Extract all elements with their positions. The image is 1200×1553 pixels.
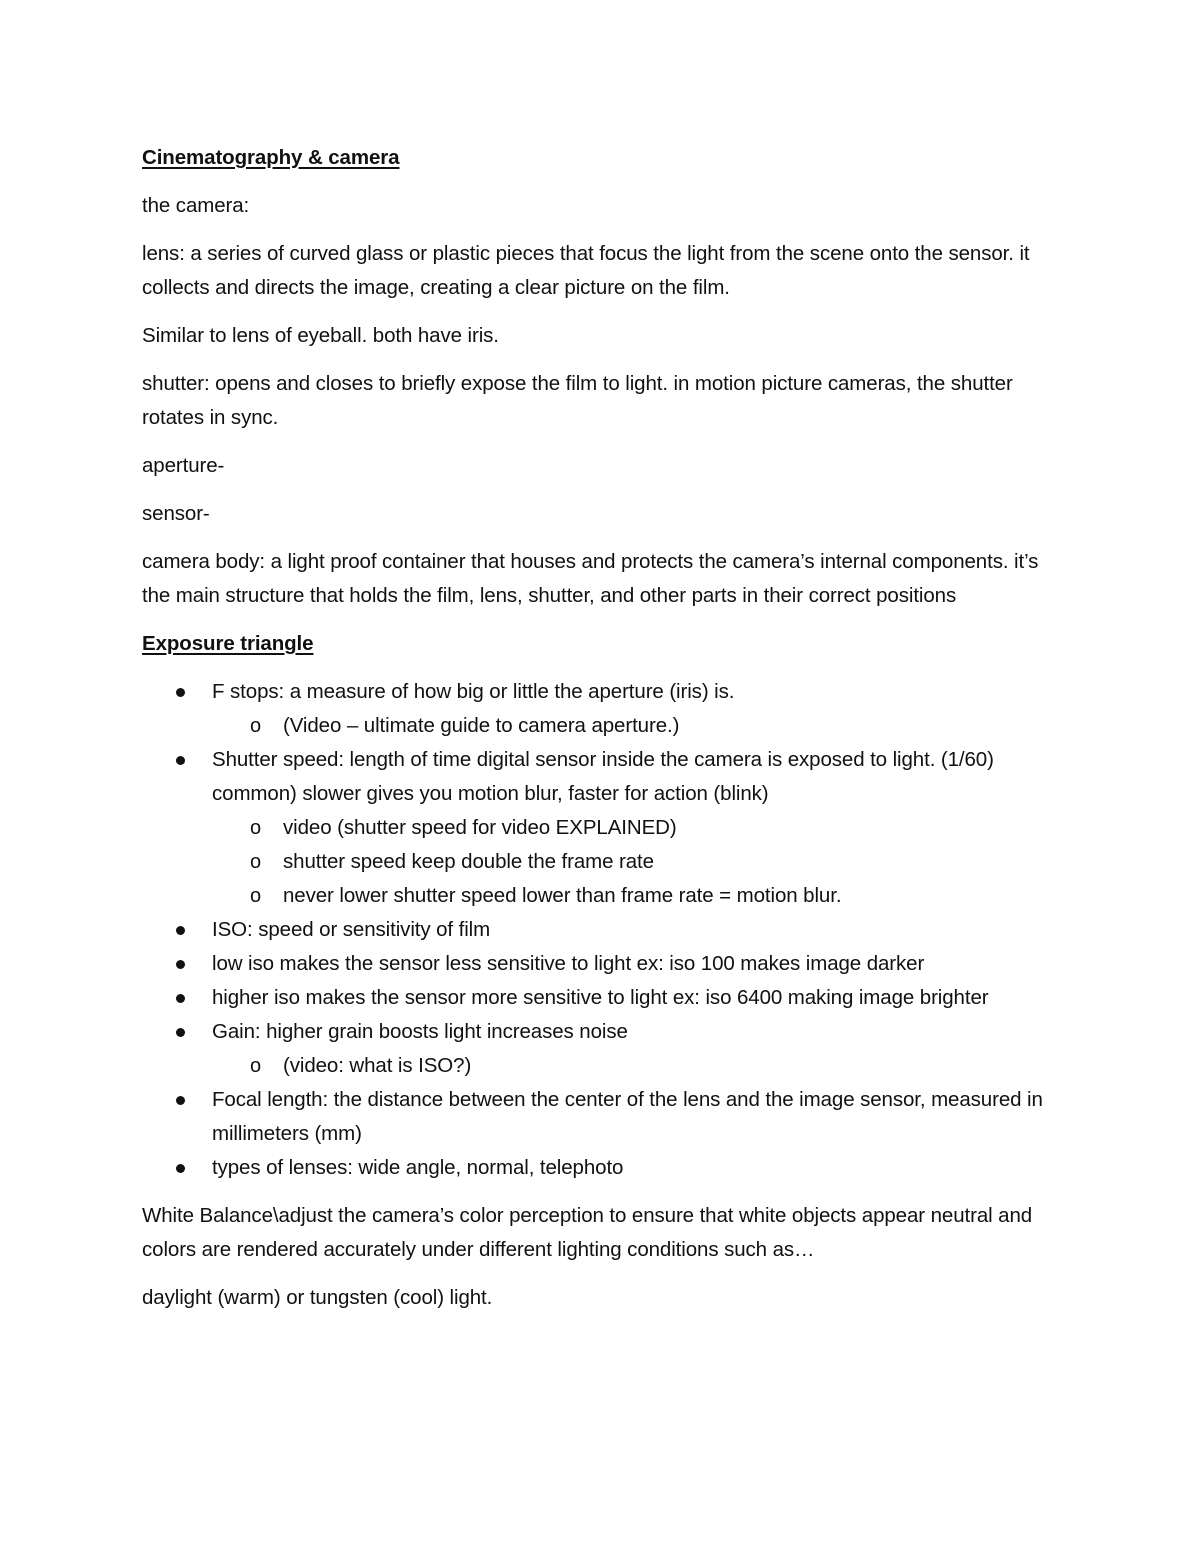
bullet-dot-icon bbox=[176, 1028, 185, 1037]
paragraph-lens: lens: a series of curved glass or plastic pieces that focus the light from the scene onto the sensor. it collects and directs the image, creating a clear picture on the film. bbox=[142, 242, 1030, 299]
bullet-dot-icon bbox=[176, 1096, 185, 1105]
paragraph-white-balance: White Balance\adjust the camera’s color perception to ensure that white objects appear neutral and colors are rendered accurately under different lighting conditions such as… bbox=[142, 1204, 1033, 1261]
bullet-text: ISO: speed or sensitivity of film bbox=[212, 918, 491, 941]
bullet-text: F stops: a measure of how big or little the aperture (iris) is. bbox=[212, 680, 735, 703]
bullet-text: low iso makes the sensor less sensitive to light ex: iso 100 makes image darker bbox=[212, 952, 925, 975]
sub-bullet-text: never lower shutter speed lower than frame rate = motion blur. bbox=[283, 884, 842, 907]
sub-bullet-item bbox=[212, 845, 1062, 879]
bullet-dot-icon bbox=[176, 688, 185, 697]
bullet-dot-icon bbox=[176, 756, 185, 765]
bullet-dot-icon bbox=[176, 926, 185, 935]
hollow-circle-icon: o bbox=[250, 885, 262, 907]
bullet-item bbox=[142, 981, 1062, 1015]
bullet-item bbox=[142, 913, 1062, 947]
bullet-text: Shutter speed: length of time digital sensor inside the camera is exposed to light. (1/60) common) slower gives you motion blur, faster for action (blink) bbox=[212, 748, 994, 805]
bullet-item bbox=[142, 947, 1062, 981]
bullet-text: Gain: higher grain boosts light increases noise bbox=[212, 1020, 628, 1043]
sub-bullet-list bbox=[212, 1049, 1062, 1083]
document-body bbox=[142, 141, 1062, 1329]
paragraph-eyeball: Similar to lens of eyeball. both have iris. bbox=[142, 324, 499, 347]
bullet-item bbox=[142, 1151, 1062, 1185]
bullet-dot-icon bbox=[176, 1164, 185, 1173]
section-title-exposure-triangle: Exposure triangle bbox=[142, 632, 314, 655]
sub-bullet-item bbox=[212, 879, 1062, 913]
sub-bullet-list bbox=[212, 811, 1062, 913]
paragraph-sensor: sensor- bbox=[142, 502, 210, 525]
bullet-text: types of lenses: wide angle, normal, telephoto bbox=[212, 1156, 624, 1179]
paragraph-camera-body: camera body: a light proof container that houses and protects the camera’s internal components. it’s the main structure that holds the film, lens, shutter, and other parts in their correct positions bbox=[142, 550, 1039, 607]
paragraph-the-camera: the camera: bbox=[142, 194, 250, 217]
exposure-bullet-list bbox=[142, 675, 1062, 1185]
paragraph-shutter: shutter: opens and closes to briefly expose the film to light. in motion picture cameras, the shutter rotates in sync. bbox=[142, 372, 1013, 429]
sub-bullet-text: (Video – ultimate guide to camera aperture.) bbox=[283, 714, 680, 737]
hollow-circle-icon: o bbox=[250, 817, 262, 839]
bullet-text: Focal length: the distance between the center of the lens and the image sensor, measured in millimeters (mm) bbox=[212, 1088, 1043, 1145]
bullet-dot-icon bbox=[176, 994, 185, 1003]
bullet-item bbox=[142, 743, 1062, 913]
bullet-item bbox=[142, 1015, 1062, 1083]
bullet-text: higher iso makes the sensor more sensitive to light ex: iso 6400 making image brighter bbox=[212, 986, 989, 1009]
sub-bullet-item bbox=[212, 1049, 1062, 1083]
bullet-dot-icon bbox=[176, 960, 185, 969]
bullet-item bbox=[142, 675, 1062, 743]
sub-bullet-text: shutter speed keep double the frame rate bbox=[283, 850, 654, 873]
sub-bullet-item bbox=[212, 709, 1062, 743]
paragraph-daylight: daylight (warm) or tungsten (cool) light. bbox=[142, 1286, 493, 1309]
hollow-circle-icon: o bbox=[250, 1055, 262, 1077]
sub-bullet-text: video (shutter speed for video EXPLAINED) bbox=[283, 816, 677, 839]
hollow-circle-icon: o bbox=[250, 851, 262, 873]
paragraph-aperture: aperture- bbox=[142, 454, 225, 477]
bullet-item bbox=[142, 1083, 1062, 1151]
document-title: Cinematography & camera bbox=[142, 146, 400, 169]
sub-bullet-text: (video: what is ISO?) bbox=[283, 1054, 472, 1077]
sub-bullet-list bbox=[212, 709, 1062, 743]
sub-bullet-item bbox=[212, 811, 1062, 845]
hollow-circle-icon: o bbox=[250, 715, 262, 737]
